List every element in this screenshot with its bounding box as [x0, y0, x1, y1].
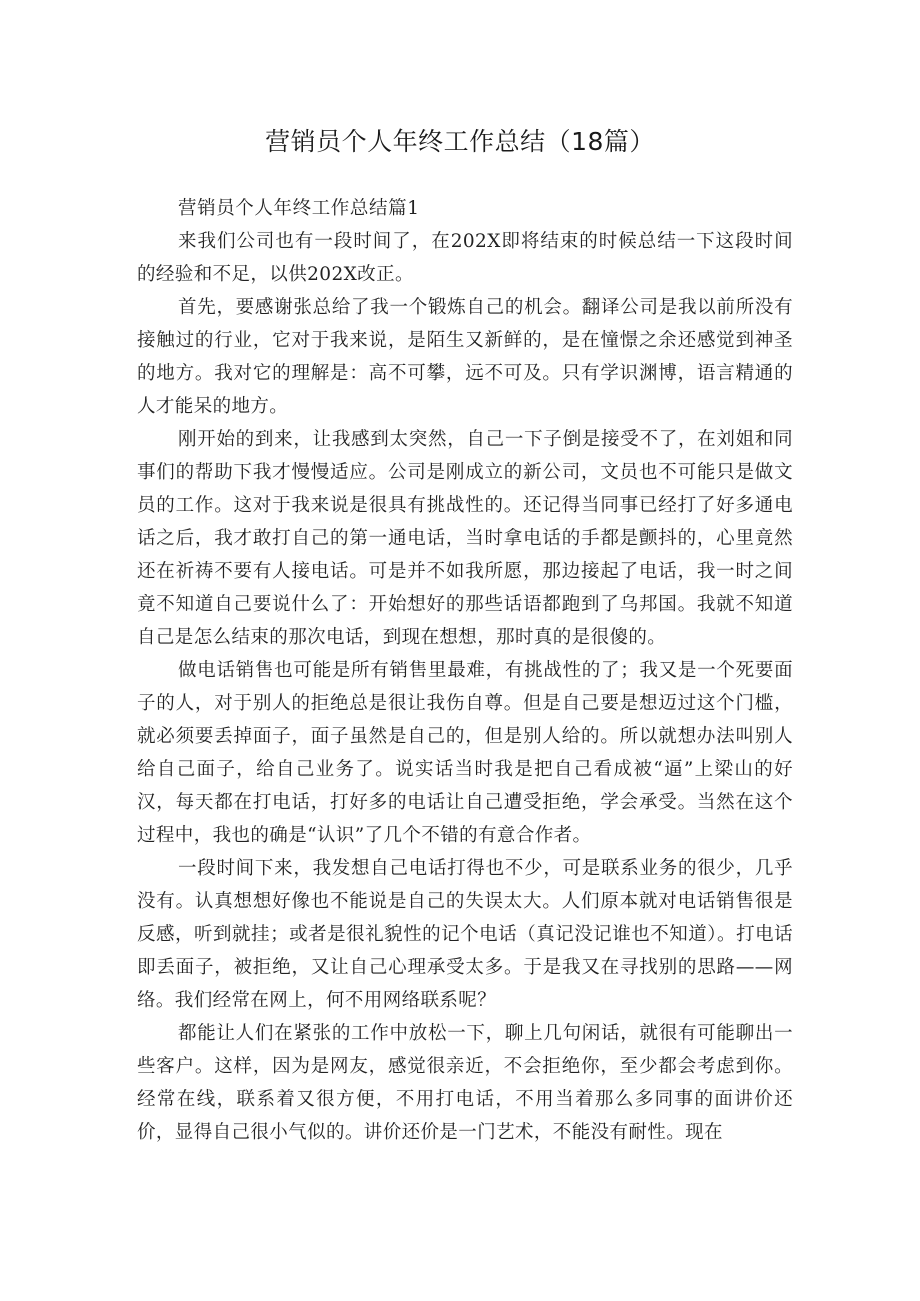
document-title: 营销员个人年终工作总结（18篇）: [265, 127, 655, 156]
paragraph: 刚开始的到来，让我感到太突然，自己一下子倒是接受不了，在刘姐和同事们的帮助下我才慢慢适应。公司是刚成立的新公司，文员也不可能只是做文员的工作。这对于我来说是很具有挑战性的。还记得当同事已经打了好多通电话之后，我才敢打自己的第一通电话，当时拿电话的手都是颤抖的，心里竟然还在祈祷不要有人接电话。可是并不如我所愿，那边接起了电话，我一时之间竟不知道自己要说什么了：开始想好的那些话语都跑到了乌邦国。我就不知道自己是怎么结束的那次电话，到现在想想，那时真的是很傻的。: [137, 429, 793, 648]
paragraph: 来我们公司也有一段时间了，在202X即将结束的时候总结一下这段时间的经验和不足，以供202X改正。: [137, 231, 793, 285]
paragraph: 首先，要感谢张总给了我一个锻炼自己的机会。翻译公司是我以前所没有接触过的行业，它对于我来说，是陌生又新鲜的，是在憧憬之余还感觉到神圣的地方。我对它的理解是：高不可攀，远不可及。只有学识渊博，语言精通的人才能呆的地方。: [137, 297, 793, 417]
document-body: [137, 192, 793, 1149]
paragraph: 都能让人们在紧张的工作中放松一下，聊上几句闲话，就很有可能聊出一些客户。这样，因为是网友，感觉很亲近，不会拒绝你，至少都会考虑到你。经常在线，联系着又很方便，不用打电话，不用当着那么多同事的面讲价还价，显得自己很小气似的。讲价还价是一门艺术，不能没有耐性。现在: [137, 1023, 793, 1143]
paragraph: 一段时间下来，我发想自己电话打得也不少，可是联系业务的很少，几乎没有。认真想想好像也不能说是自己的失误太大。人们原本就对电话销售很是反感，听到就挂；或者是很礼貌性的记个电话（真记没记谁也不知道）。打电话即丢面子，被拒绝，又让自己心理承受太多。于是我又在寻找别的思路——网络。我们经常在网上，何不用网络联系呢？: [137, 858, 793, 1011]
section-heading: 营销员个人年终工作总结篇1: [178, 198, 420, 219]
paragraph: 做电话销售也可能是所有销售里最难，有挑战性的了；我又是一个死要面子的人，对于别人的拒绝总是很让我伤自尊。但是自己要是想迈过这个门槛，就必须要丢掉面子，面子虽然是自己的，但是别人给的。所以就想办法叫别人给自己面子，给自己业务了。说实话当时我是把自己看成被“逼”上梁山的好汉，每天都在打电话，打好多的电话让自己遭受拒绝，学会承受。当然在这个过程中，我也的确是“认识”了几个不错的有意合作者。: [137, 660, 793, 846]
